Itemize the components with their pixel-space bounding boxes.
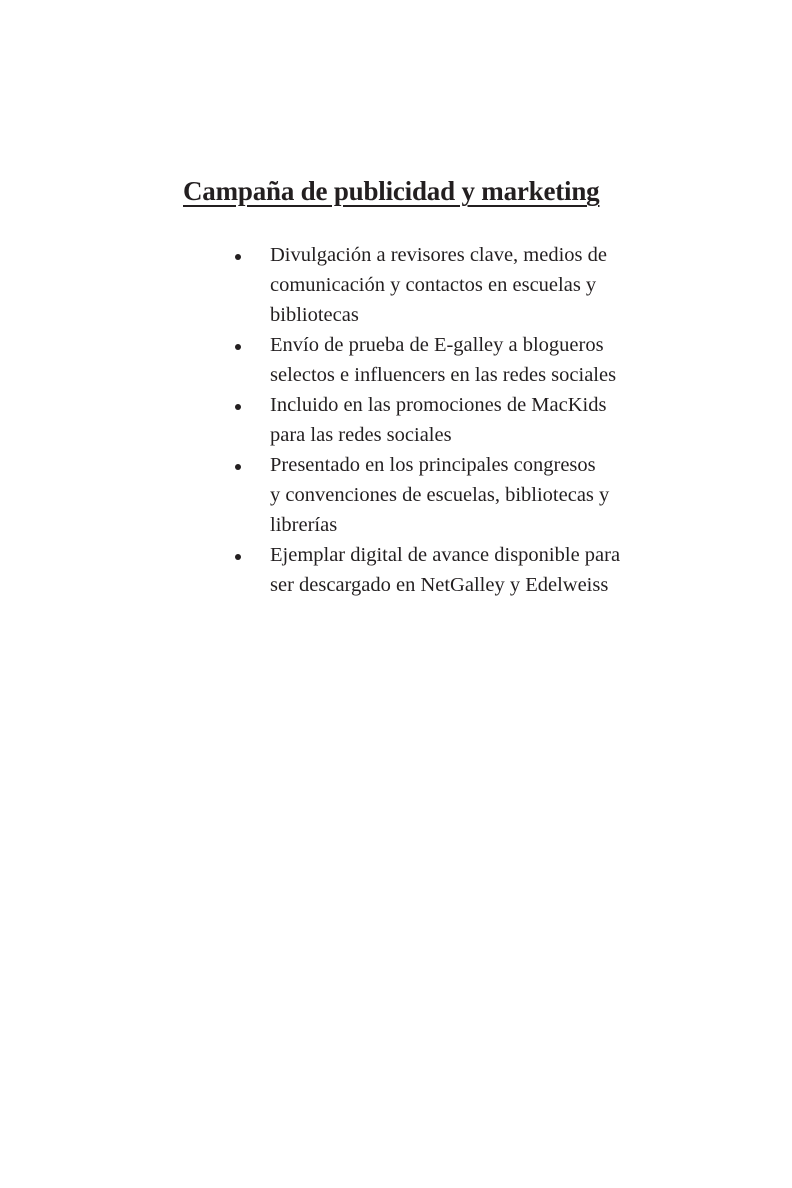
bullet-icon (235, 554, 241, 560)
bullet-item (230, 540, 650, 600)
bullet-text-line: bibliotecas (270, 304, 359, 326)
bullet-text-line: comunicación y contactos en escuelas y (270, 274, 597, 296)
bullet-text-line: Incluido en las promociones de MacKids (270, 394, 607, 416)
bullet-text-line: Presentado en los principales congresos (270, 454, 596, 476)
bullet-text-line: Envío de prueba de E-galley a blogueros (270, 334, 604, 356)
bullet-icon (235, 464, 241, 470)
bullet-text-line: librerías (270, 514, 338, 536)
bullet-item (230, 330, 650, 390)
page-heading: Campaña de publicidad y marketing (183, 176, 600, 206)
marketing-bullet-list (230, 240, 650, 600)
bullet-text-line: para las redes sociales (270, 424, 452, 446)
bullet-icon (235, 344, 241, 350)
bullet-text-line: selectos e influencers en las redes sociales (270, 364, 617, 386)
bullet-icon (235, 254, 241, 260)
bullet-text-line: Divulgación a revisores clave, medios de (270, 244, 607, 266)
bullet-text-line: ser descargado en NetGalley y Edelweiss (270, 574, 609, 596)
bullet-text-line: Ejemplar digital de avance disponible para (270, 544, 621, 566)
bullet-item (230, 240, 650, 330)
bullet-icon (235, 404, 241, 410)
bullet-text-line: y convenciones de escuelas, bibliotecas y (270, 484, 610, 506)
bullet-item (230, 390, 650, 450)
bullet-item (230, 450, 650, 540)
